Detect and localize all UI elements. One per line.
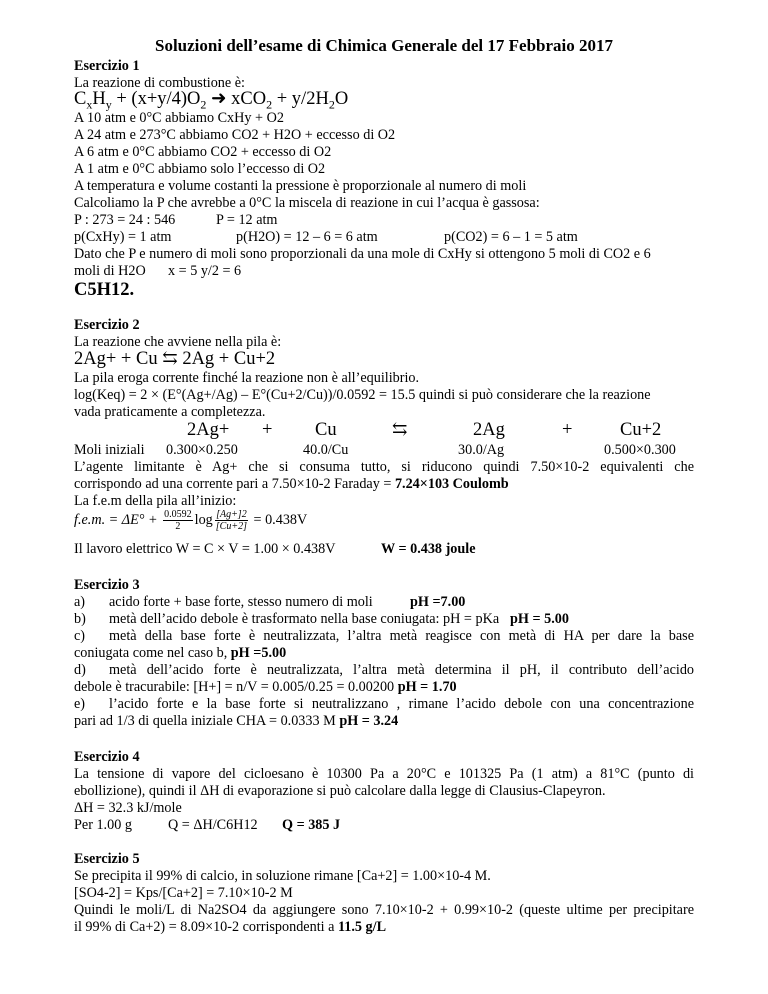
- text-line: La f.e.m della pila all’inizio:: [74, 493, 237, 509]
- text-line: p(H2O) = 12 – 6 = 6 atm: [236, 229, 378, 245]
- text-line: ebollizione), quindi il ΔH di evaporazione si può calcolare dalla legge di Clausius-Clapeyron.: [74, 783, 606, 799]
- text-line: A 24 atm e 273°C abbiamo CO2 + H2O + eccesso di O2: [74, 127, 396, 143]
- text-line: x = 5 y/2 = 6: [168, 263, 242, 279]
- table-cell: 30.0/Ag: [458, 442, 505, 458]
- table-cell: 40.0/Cu: [303, 442, 349, 458]
- item-e: e) l’acido forte e la base forte si neutralizzano , rimane l’acido debole con una concentrazione: [74, 696, 694, 712]
- exercise-5-heading: Esercizio 5: [74, 851, 140, 867]
- table-header: ⇆: [392, 420, 408, 440]
- table-cell: Moli iniziali: [74, 442, 145, 458]
- table-cell: 0.300×0.250: [166, 442, 238, 458]
- combustion-equation: $C_xH_y + (x+y/4)O_2$ ➜ $xCO_2 + y/2H_2O$: [74, 89, 349, 112]
- table-cell: 0.500×0.300: [604, 442, 676, 458]
- text-line: Quindi le moli/L di Na2SO4 da aggiungere sono 7.10×10-2 + 0.99×10-2 (queste ultime per precipitare: [74, 902, 694, 918]
- fem-formula: f.e.m. = ΔE° + $\frac{0.0592}{2}$ log $\frac{[Ag+]2}{[Cu+2]}$ = 0.438V: [74, 509, 308, 533]
- exercise-2-answer: W = 0.438 joule: [381, 541, 476, 557]
- cell-reaction-equation: 2Ag+ + Cu ⇆ 2Ag + Cu+2: [74, 349, 276, 369]
- text-line: A 1 atm e 0°C abbiamo solo l’eccesso di O2: [74, 161, 326, 177]
- text-line: moli di H2O: [74, 263, 146, 279]
- item-d: d) metà dell’acido forte è neutralizzata, l’altra metà determina il pH, il contributo dell’acido: [74, 662, 694, 678]
- text-line: La pila eroga corrente finché la reazione non è all’equilibrio.: [74, 370, 420, 386]
- text-line: P = 12 atm: [216, 212, 278, 228]
- table-header: Cu+2: [620, 420, 662, 440]
- text-line: Per 1.00 g: [74, 817, 132, 833]
- text-line: ΔH = 32.3 kJ/mole: [74, 800, 182, 816]
- item-c-cont: coniugata come nel caso b, pH =5.00: [74, 645, 287, 661]
- item-d-cont: debole è tracurabile: [H+] = n/V = 0.005/0.25 = 0.00200 pH = 1.70: [74, 679, 457, 695]
- item-c: c) metà della base forte è neutralizzata, l’altra metà reagisce con metà di HA per dare la base: [74, 628, 694, 644]
- text-line: corrispondo ad una corrente pari a 7.50×10-2 Faraday = 7.24×103 Coulomb: [74, 476, 509, 492]
- text-line: Calcoliamo la P che avrebbe a 0°C la miscela di reazione in cui l’acqua è gassosa:: [74, 195, 540, 211]
- text-line: il 99% di Ca+2) = 8.09×10-2 corrispondenti a 11.5 g/L: [74, 919, 387, 935]
- text-line: A 10 atm e 0°C abbiamo CxHy + O2: [74, 110, 284, 126]
- item-b-result: pH = 5.00: [510, 611, 569, 627]
- text-line: p(CO2) = 6 – 1 = 5 atm: [444, 229, 578, 245]
- item-e-cont: pari ad 1/3 di quella iniziale CHA = 0.0333 M pH = 3.24: [74, 713, 399, 729]
- text-line: L’agente limitante è Ag+ che si consuma tutto, si riducono quindi 7.50×10-2 equivalenti che: [74, 459, 694, 475]
- text-line: Il lavoro elettrico W = C × V = 1.00 × 0.438V: [74, 541, 336, 557]
- text-line: [SO4-2] = Kps/[Ca+2] = 7.10×10-2 M: [74, 885, 293, 901]
- text-line: Dato che P e numero di moli sono proporzionali da una mole di CxHy si ottengono 5 moli di CO2 e 6: [74, 246, 651, 262]
- table-header: Cu: [315, 420, 337, 440]
- table-header: 2Ag+: [187, 420, 230, 440]
- item-a: a) acido forte + base forte, stesso numero di moli: [74, 594, 373, 610]
- exercise-4-heading: Esercizio 4: [74, 749, 140, 765]
- text-line: La reazione di combustione è:: [74, 75, 245, 91]
- text-line: p(CxHy) = 1 atm: [74, 229, 172, 245]
- item-a-result: pH =7.00: [410, 594, 466, 610]
- exercise-4-answer: Q = 385 J: [282, 817, 341, 833]
- text-line: La tensione di vapore del cicloesano è 10300 Pa a 20°C e 101325 Pa (1 atm) a 81°C (punto di: [74, 766, 694, 782]
- exercise-1-answer: C5H12.: [74, 280, 135, 300]
- text-line: P : 273 = 24 : 546: [74, 212, 176, 228]
- text-line: La reazione che avviene nella pila è:: [74, 334, 282, 350]
- text-line: Q = ΔH/C6H12: [168, 817, 258, 833]
- text-line: A 6 atm e 0°C abbiamo CO2 + eccesso di O2: [74, 144, 332, 160]
- item-b: b) metà dell’acido debole è trasformato nella base coniugata: pH = pKa: [74, 611, 500, 627]
- exercise-3-heading: Esercizio 3: [74, 577, 140, 593]
- table-header: 2Ag: [473, 420, 505, 440]
- table-header: +: [562, 420, 573, 440]
- text-line: vada praticamente a completezza.: [74, 404, 266, 420]
- table-header: +: [262, 420, 273, 440]
- text-line: Se precipita il 99% di calcio, in soluzione rimane [Ca+2] = 1.00×10-4 M.: [74, 868, 491, 884]
- text-line: log(Keq) = 2 × (E°(Ag+/Ag) – E°(Cu+2/Cu))/0.0592 = 15.5 quindi si può considerare che la reazione: [74, 387, 651, 403]
- exercise-1-heading: Esercizio 1: [74, 58, 140, 74]
- text-line: A temperatura e volume costanti la pressione è proporzionale al numero di moli: [74, 178, 527, 194]
- page-title: Soluzioni dell’esame di Chimica Generale del 17 Febbraio 2017: [154, 36, 614, 55]
- exercise-2-heading: Esercizio 2: [74, 317, 140, 333]
